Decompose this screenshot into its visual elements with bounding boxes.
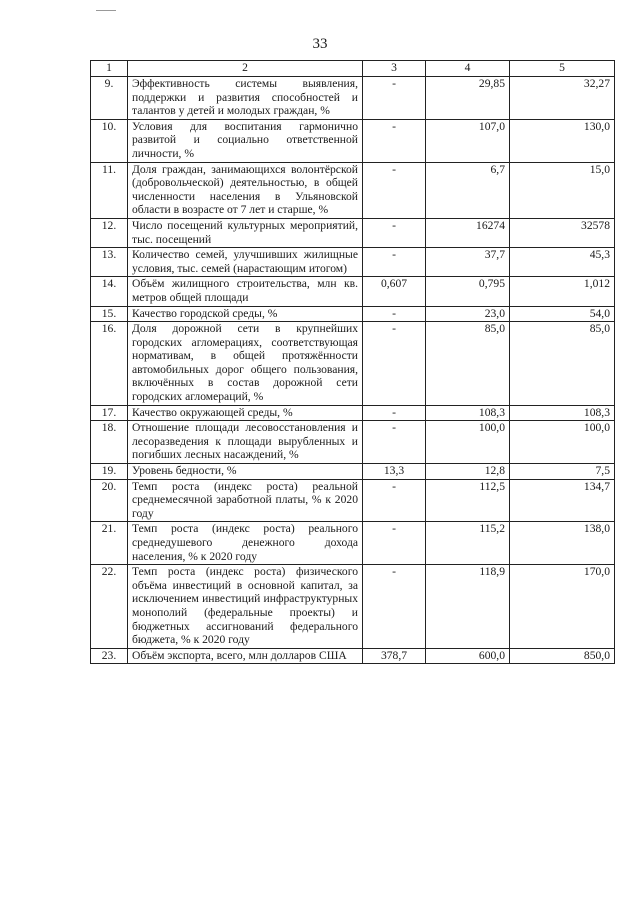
indicator-name: Условия для воспитания гармонично развитой и социально ответственной личности, % xyxy=(128,119,363,162)
row-number: 12. xyxy=(91,218,128,247)
table-row xyxy=(91,322,615,406)
row-number: 19. xyxy=(91,464,128,480)
target-value-col5: 7,5 xyxy=(510,464,615,480)
indicator-name: Уровень бедности, % xyxy=(128,464,363,480)
table-row xyxy=(91,77,615,120)
target-value-col4: 6,7 xyxy=(426,162,510,218)
indicator-name: Объём жилищного строительства, млн кв. метров общей площади xyxy=(128,277,363,306)
target-value-col4: 37,7 xyxy=(426,248,510,277)
target-value-col5: 32,27 xyxy=(510,77,615,120)
column-header: 5 xyxy=(510,61,615,77)
table-row xyxy=(91,248,615,277)
target-value-col5: 850,0 xyxy=(510,648,615,664)
indicator-name: Эффективность системы выявления, поддержки и развития способностей и талантов у детей и молодых граждан, % xyxy=(128,77,363,120)
table-row xyxy=(91,464,615,480)
target-value-col5: 32578 xyxy=(510,218,615,247)
column-header: 4 xyxy=(426,61,510,77)
baseline-value: - xyxy=(363,306,426,322)
indicator-name: Качество окружающей среды, % xyxy=(128,405,363,421)
target-value-col4: 12,8 xyxy=(426,464,510,480)
table-row xyxy=(91,306,615,322)
indicators-table xyxy=(90,60,615,664)
baseline-value: - xyxy=(363,162,426,218)
baseline-value: - xyxy=(363,479,426,522)
row-number: 10. xyxy=(91,119,128,162)
baseline-value: - xyxy=(363,77,426,120)
table-header-row xyxy=(91,61,615,77)
indicator-name: Доля граждан, занимающихся волонтёрской (добровольческой) деятельностью, в общей численности населения в Ульяновской области в возрасте от 7 лет и старше, % xyxy=(128,162,363,218)
target-value-col4: 118,9 xyxy=(426,565,510,649)
table-row xyxy=(91,119,615,162)
target-value-col5: 108,3 xyxy=(510,405,615,421)
table-row xyxy=(91,421,615,464)
indicator-name: Темп роста (индекс роста) физического объёма инвестиций в основной капитал, за исключением инвестиций инфраструктурных монополий (федеральные проекты) и бюджетных ассигнований федерального бюджета, % к 2020 году xyxy=(128,565,363,649)
row-number: 20. xyxy=(91,479,128,522)
target-value-col4: 29,85 xyxy=(426,77,510,120)
target-value-col5: 85,0 xyxy=(510,322,615,406)
indicator-name: Отношение площади лесовосстановления и лесоразведения к площади вырубленных и погибших лесных насаждений, % xyxy=(128,421,363,464)
table-row xyxy=(91,405,615,421)
baseline-value: 378,7 xyxy=(363,648,426,664)
column-header: 1 xyxy=(91,61,128,77)
indicator-name: Количество семей, улучшивших жилищные условия, тыс. семей (нарастающим итогом) xyxy=(128,248,363,277)
row-number: 22. xyxy=(91,565,128,649)
baseline-value: 13,3 xyxy=(363,464,426,480)
baseline-value: - xyxy=(363,218,426,247)
row-number: 15. xyxy=(91,306,128,322)
row-number: 21. xyxy=(91,522,128,565)
row-number: 23. xyxy=(91,648,128,664)
row-number: 9. xyxy=(91,77,128,120)
target-value-col5: 134,7 xyxy=(510,479,615,522)
target-value-col5: 138,0 xyxy=(510,522,615,565)
row-number: 17. xyxy=(91,405,128,421)
indicator-name: Темп роста (индекс роста) реального среднедушевого денежного дохода населения, % к 2020 году xyxy=(128,522,363,565)
table-row xyxy=(91,277,615,306)
row-number: 14. xyxy=(91,277,128,306)
baseline-value: 0,607 xyxy=(363,277,426,306)
table-row xyxy=(91,218,615,247)
indicator-name: Качество городской среды, % xyxy=(128,306,363,322)
target-value-col5: 130,0 xyxy=(510,119,615,162)
baseline-value: - xyxy=(363,119,426,162)
row-number: 13. xyxy=(91,248,128,277)
target-value-col4: 85,0 xyxy=(426,322,510,406)
indicator-name: Число посещений культурных мероприятий, тыс. посещений xyxy=(128,218,363,247)
target-value-col4: 23,0 xyxy=(426,306,510,322)
target-value-col5: 45,3 xyxy=(510,248,615,277)
column-header: 3 xyxy=(363,61,426,77)
target-value-col4: 100,0 xyxy=(426,421,510,464)
target-value-col5: 54,0 xyxy=(510,306,615,322)
indicator-name: Объём экспорта, всего, млн долларов США xyxy=(128,648,363,664)
scan-mark xyxy=(96,10,116,11)
page-number: 33 xyxy=(312,36,328,52)
target-value-col5: 1,012 xyxy=(510,277,615,306)
target-value-col5: 100,0 xyxy=(510,421,615,464)
target-value-col4: 0,795 xyxy=(426,277,510,306)
baseline-value: - xyxy=(363,322,426,406)
table-row xyxy=(91,522,615,565)
target-value-col5: 15,0 xyxy=(510,162,615,218)
target-value-col5: 170,0 xyxy=(510,565,615,649)
target-value-col4: 107,0 xyxy=(426,119,510,162)
row-number: 11. xyxy=(91,162,128,218)
baseline-value: - xyxy=(363,248,426,277)
row-number: 18. xyxy=(91,421,128,464)
column-header: 2 xyxy=(128,61,363,77)
row-number: 16. xyxy=(91,322,128,406)
table-row xyxy=(91,565,615,649)
indicator-name: Доля дорожной сети в крупнейших городских агломерациях, соответствующая нормативам, в общей протяжённости автомобильных дорог общего пользования, включённых в состав дорожной сети городских агломераций, % xyxy=(128,322,363,406)
indicator-name: Темп роста (индекс роста) реальной среднемесячной заработной платы, % к 2020 году xyxy=(128,479,363,522)
table-row xyxy=(91,162,615,218)
baseline-value: - xyxy=(363,522,426,565)
table-row xyxy=(91,479,615,522)
target-value-col4: 600,0 xyxy=(426,648,510,664)
table-row xyxy=(91,648,615,664)
target-value-col4: 112,5 xyxy=(426,479,510,522)
baseline-value: - xyxy=(363,421,426,464)
target-value-col4: 115,2 xyxy=(426,522,510,565)
baseline-value: - xyxy=(363,565,426,649)
baseline-value: - xyxy=(363,405,426,421)
target-value-col4: 16274 xyxy=(426,218,510,247)
target-value-col4: 108,3 xyxy=(426,405,510,421)
